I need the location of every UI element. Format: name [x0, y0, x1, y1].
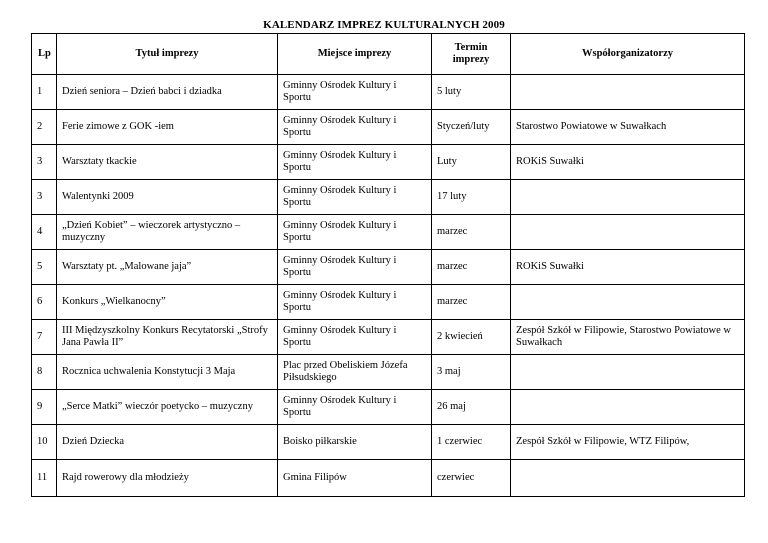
cell-wspol: ROKiS Suwałki — [511, 250, 745, 285]
cell-termin: Luty — [432, 145, 511, 180]
cell-miejsce: Plac przed Obeliskiem Józefa Piłsudskiego — [278, 355, 432, 390]
cell-miejsce: Gminny Ośrodek Kultury i Sportu — [278, 320, 432, 355]
cell-lp: 7 — [32, 320, 57, 355]
events-table — [31, 33, 745, 497]
cell-lp: 8 — [32, 355, 57, 390]
table-row — [32, 320, 745, 355]
table-row — [32, 110, 745, 145]
cell-tytul: Rocznica uchwalenia Konstytucji 3 Maja — [57, 355, 278, 390]
table-header-row — [32, 34, 745, 75]
cell-miejsce: Gminny Ośrodek Kultury i Sportu — [278, 285, 432, 320]
cell-lp: 1 — [32, 75, 57, 110]
cell-tytul: Warsztaty tkackie — [57, 145, 278, 180]
cell-termin: czerwiec — [432, 460, 511, 497]
cell-lp: 11 — [32, 460, 57, 497]
cell-tytul: Ferie zimowe z GOK -iem — [57, 110, 278, 145]
cell-miejsce: Gminny Ośrodek Kultury i Sportu — [278, 390, 432, 425]
cell-termin: marzec — [432, 285, 511, 320]
cell-termin: Styczeń/luty — [432, 110, 511, 145]
cell-tytul: Rajd rowerowy dla młodzieży — [57, 460, 278, 497]
cell-tytul: Warsztaty pt. „Malowane jaja” — [57, 250, 278, 285]
page-title: KALENDARZ IMPREZ KULTURALNYCH 2009 — [263, 19, 505, 31]
cell-wspol: ROKiS Suwałki — [511, 145, 745, 180]
cell-miejsce: Boisko piłkarskie — [278, 425, 432, 460]
header-miejsce: Miejsce imprezy — [278, 34, 432, 75]
table-row — [32, 390, 745, 425]
cell-tytul: Dzień seniora – Dzień babci i dziadka — [57, 75, 278, 110]
cell-termin: 2 kwiecień — [432, 320, 511, 355]
table-row — [32, 250, 745, 285]
cell-miejsce: Gminny Ośrodek Kultury i Sportu — [278, 250, 432, 285]
cell-wspol: Zespół Szkół w Filipowie, Starostwo Powiatowe w Suwałkach — [511, 320, 745, 355]
table-row — [32, 145, 745, 180]
table-row — [32, 180, 745, 215]
cell-termin: marzec — [432, 250, 511, 285]
cell-miejsce: Gminny Ośrodek Kultury i Sportu — [278, 110, 432, 145]
cell-miejsce: Gminny Ośrodek Kultury i Sportu — [278, 145, 432, 180]
cell-wspol: Starostwo Powiatowe w Suwałkach — [511, 110, 745, 145]
cell-termin: 17 luty — [432, 180, 511, 215]
cell-tytul: „Serce Matki” wieczór poetycko – muzyczny — [57, 390, 278, 425]
header-lp: Lp — [32, 34, 57, 75]
cell-lp: 2 — [32, 110, 57, 145]
cell-lp: 3 — [32, 145, 57, 180]
cell-wspol — [511, 355, 745, 390]
table-row — [32, 215, 745, 250]
cell-wspol — [511, 390, 745, 425]
cell-lp: 4 — [32, 215, 57, 250]
cell-miejsce: Gmina Filipów — [278, 460, 432, 497]
cell-termin: 5 luty — [432, 75, 511, 110]
cell-miejsce: Gminny Ośrodek Kultury i Sportu — [278, 75, 432, 110]
header-wspol: Współorganizatorzy — [511, 34, 745, 75]
cell-miejsce: Gminny Ośrodek Kultury i Sportu — [278, 180, 432, 215]
cell-tytul: Konkurs „Wielkanocny” — [57, 285, 278, 320]
cell-lp: 9 — [32, 390, 57, 425]
cell-tytul: III Międzyszkolny Konkurs Recytatorski „Strofy Jana Pawła II” — [57, 320, 278, 355]
cell-lp: 10 — [32, 425, 57, 460]
cell-tytul: „Dzień Kobiet” – wieczorek artystyczno – muzyczny — [57, 215, 278, 250]
table-row — [32, 285, 745, 320]
cell-lp: 5 — [32, 250, 57, 285]
cell-tytul: Walentynki 2009 — [57, 180, 278, 215]
cell-wspol — [511, 75, 745, 110]
cell-termin: marzec — [432, 215, 511, 250]
cell-wspol — [511, 460, 745, 497]
cell-termin: 3 maj — [432, 355, 511, 390]
cell-tytul: Dzień Dziecka — [57, 425, 278, 460]
cell-miejsce: Gminny Ośrodek Kultury i Sportu — [278, 215, 432, 250]
table-row — [32, 75, 745, 110]
cell-wspol: Zespół Szkół w Filipowie, WTZ Filipów, — [511, 425, 745, 460]
cell-lp: 3 — [32, 180, 57, 215]
cell-termin: 26 maj — [432, 390, 511, 425]
cell-lp: 6 — [32, 285, 57, 320]
cell-wspol — [511, 215, 745, 250]
header-termin: Termin imprezy — [432, 34, 511, 75]
header-tytul: Tytuł imprezy — [57, 34, 278, 75]
table-row — [32, 460, 745, 497]
cell-wspol — [511, 285, 745, 320]
table-row — [32, 425, 745, 460]
table-row — [32, 355, 745, 390]
cell-wspol — [511, 180, 745, 215]
cell-termin: 1 czerwiec — [432, 425, 511, 460]
